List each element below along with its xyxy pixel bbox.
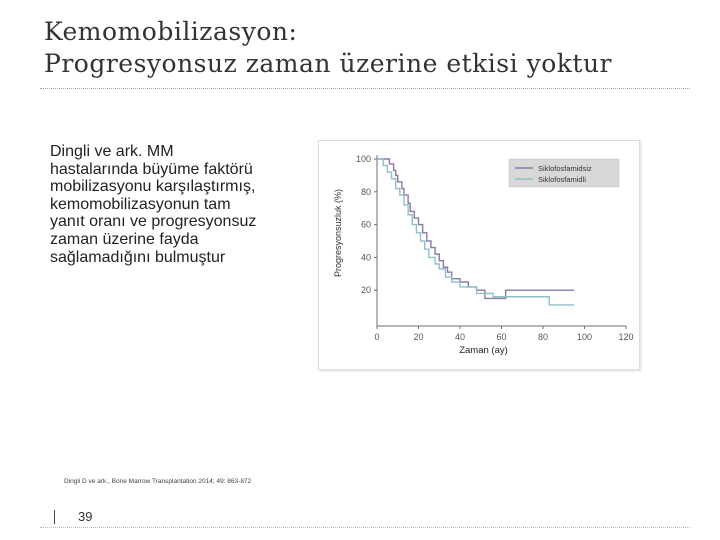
y-tick-label: 100 bbox=[355, 154, 371, 164]
body-text bbox=[50, 143, 300, 266]
x-tick-label: 20 bbox=[413, 332, 424, 342]
chart-x-axis-label: Zaman (ay) bbox=[459, 345, 508, 356]
slide-title bbox=[44, 16, 704, 80]
page-number: 39 bbox=[78, 509, 93, 524]
x-tick-label: 100 bbox=[576, 332, 593, 342]
y-tick-label: 60 bbox=[360, 219, 371, 230]
body-line: hastalarında büyüme faktörü bbox=[50, 160, 253, 178]
body-line: sağlamadığını bulmuştur bbox=[50, 248, 226, 266]
body-line: zaman üzerine fayda bbox=[50, 230, 199, 248]
title-line-1: Kemomobilizasyon: bbox=[44, 17, 298, 46]
footer-divider bbox=[40, 527, 690, 528]
x-tick-label: 0 bbox=[374, 332, 380, 342]
y-tick-label: 40 bbox=[360, 252, 371, 263]
title-divider bbox=[40, 88, 690, 89]
survival-chart bbox=[318, 140, 640, 370]
x-tick-label: 60 bbox=[496, 332, 507, 342]
chart-y-axis-label: Progresyonsuzluk (%) bbox=[333, 188, 343, 278]
x-tick-label: 80 bbox=[537, 332, 549, 342]
y-tick-label: 80 bbox=[360, 186, 371, 197]
title-line-2: Progresyonsuz zaman üzerine etkisi yoktur bbox=[44, 49, 612, 78]
x-tick-label: 120 bbox=[618, 332, 634, 342]
legend-label-2: Siklofosfamidli bbox=[538, 175, 586, 184]
y-tick-label: 20 bbox=[360, 285, 371, 296]
body-line: mobilizasyonu karşılaştırmış, bbox=[50, 178, 256, 196]
footer-separator bbox=[54, 510, 55, 524]
reference-citation: Dingli D ve ark., Bone Marrow Transplantation 2014; 49: 863-872 bbox=[64, 478, 252, 485]
body-line: yanıt oranı ve progresyonsuz bbox=[50, 213, 257, 231]
body-line: kemomobilizasyonun tam bbox=[50, 195, 231, 213]
body-line: Dingli ve ark. MM bbox=[50, 143, 174, 160]
legend-label-1: Siklofosfamidsiz bbox=[538, 164, 592, 173]
x-tick-label: 40 bbox=[454, 332, 466, 342]
chart-legend bbox=[509, 159, 619, 187]
chart-svg bbox=[319, 141, 639, 369]
